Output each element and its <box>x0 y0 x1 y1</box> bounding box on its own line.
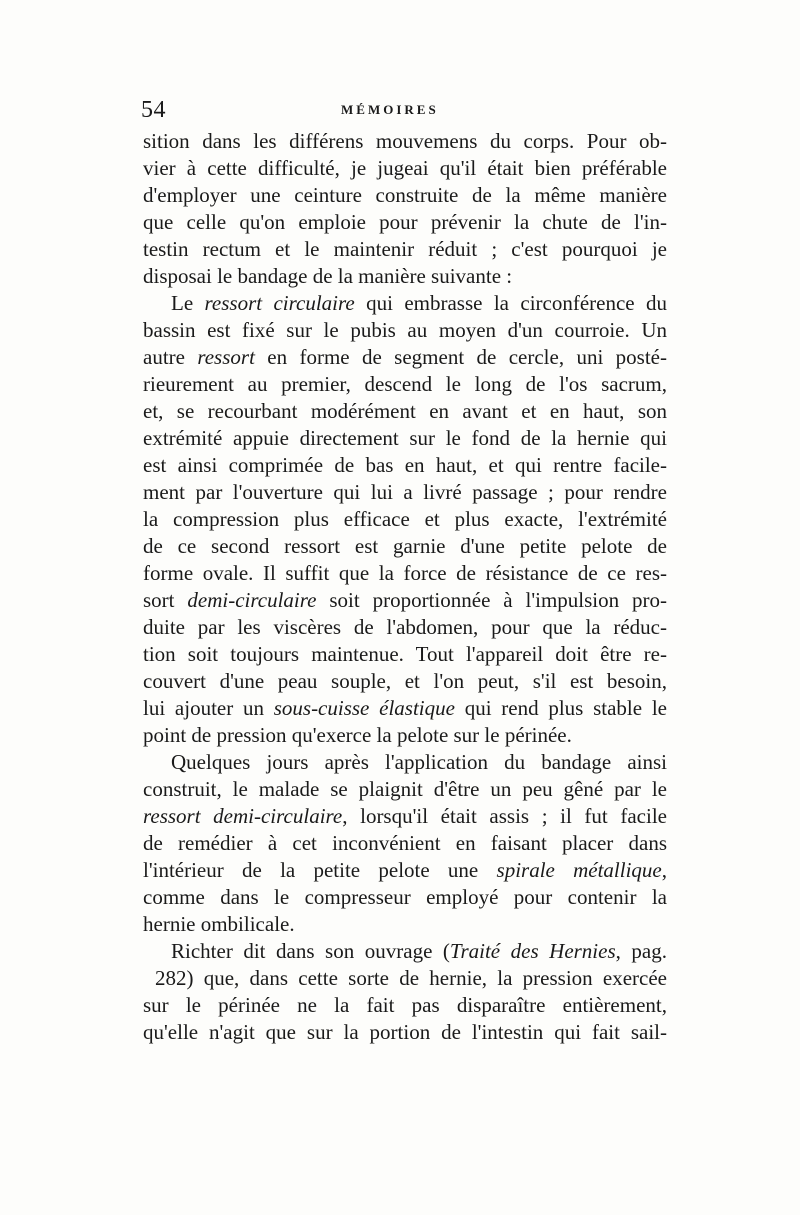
text-line: d'employer une ceinture construite de la même manière <box>143 183 667 207</box>
text-line: sort demi-circulaire soit proportionnée à l'impulsion pro- <box>143 588 667 612</box>
text-line: point de pression qu'exerce la pelote sur le périnée. <box>143 723 572 747</box>
text-line: ment par l'ouverture qui lui a livré passage ; pour rendre <box>143 480 667 504</box>
text-line: hernie ombilicale. <box>143 912 295 936</box>
text-line: bassin est fixé sur le pubis au moyen d'un courroie. Un <box>143 318 667 342</box>
paragraph-start-line: Le ressort circulaire qui embrasse la circonférence du <box>171 291 667 315</box>
text-line: extrémité appuie directement sur le fond de la hernie qui <box>143 426 667 450</box>
text-line: sur le périnée ne la fait pas disparaître entièrement, <box>143 993 667 1017</box>
running-head: MÉMOIRES <box>341 102 439 117</box>
text-line: ressort demi-circulaire, lorsqu'il était assis ; il fut facile <box>143 804 667 828</box>
text-line: rieurement au premier, descend le long de l'os sacrum, <box>143 372 667 396</box>
text-line: lui ajouter un sous-cuisse élastique qui rend plus stable le <box>143 696 667 720</box>
italic-term: ressort demi-circulaire <box>143 804 343 828</box>
text-line: sition dans les différens mouvemens du corps. Pour ob- <box>143 129 667 153</box>
page-header <box>141 95 668 125</box>
paragraph-start-line: Quelques jours après l'application du bandage ainsi <box>171 750 667 774</box>
italic-term: sous-cuisse élastique <box>273 696 455 720</box>
italic-term: demi-circulaire <box>187 588 317 612</box>
text-line: tion soit toujours maintenue. Tout l'appareil doit être re- <box>143 642 667 666</box>
text-line: comme dans le compresseur employé pour contenir la <box>143 885 667 909</box>
text-line: forme ovale. Il suffit que la force de résistance de ce res- <box>143 561 667 585</box>
text-line: disposai le bandage de la manière suivante : <box>143 264 513 288</box>
text-line: la compression plus efficace et plus exacte, l'extrémité <box>143 507 667 531</box>
text-line: vier à cette difficulté, je jugeai qu'il était bien préférable <box>143 156 667 180</box>
text-line: qu'elle n'agit que sur la portion de l'intestin qui fait sail- <box>143 1020 667 1044</box>
body-text <box>143 128 667 1046</box>
page-number: 54 <box>141 97 166 123</box>
text-line: de ce second ressort est garnie d'une petite pelote de <box>143 534 667 558</box>
text-line: couvert d'une peau souple, et l'on peut, s'il est besoin, <box>143 669 667 693</box>
text-line: testin rectum et le maintenir réduit ; c'est pourquoi je <box>143 237 667 261</box>
italic-title: Traité des Hernies <box>449 939 616 963</box>
text-line: et, se recourbant modérément en avant et en haut, son <box>143 399 667 423</box>
text-line: est ainsi comprimée de bas en haut, et qui rentre facile- <box>143 453 667 477</box>
italic-term: ressort <box>197 345 255 369</box>
text-line: l'intérieur de la petite pelote une spirale métallique, <box>143 858 667 882</box>
text-line: que celle qu'on emploie pour prévenir la chute de l'in- <box>143 210 667 234</box>
text-line: construit, le malade se plaignit d'être un peu gêné par le <box>143 777 667 801</box>
paragraph-start-line: Richter dit dans son ouvrage (Traité des Hernies, pag. <box>171 939 667 963</box>
italic-term: spirale métallique <box>496 858 662 882</box>
italic-term: ressort circulaire <box>204 291 355 315</box>
text-line: autre ressort en forme de segment de cercle, uni posté- <box>143 345 667 369</box>
text-line: 282) que, dans cette sorte de hernie, la pression exercée <box>155 966 667 990</box>
text-line: de remédier à cet inconvénient en faisant placer dans <box>143 831 667 855</box>
text-line: duite par les viscères de l'abdomen, pour que la réduc- <box>143 615 667 639</box>
